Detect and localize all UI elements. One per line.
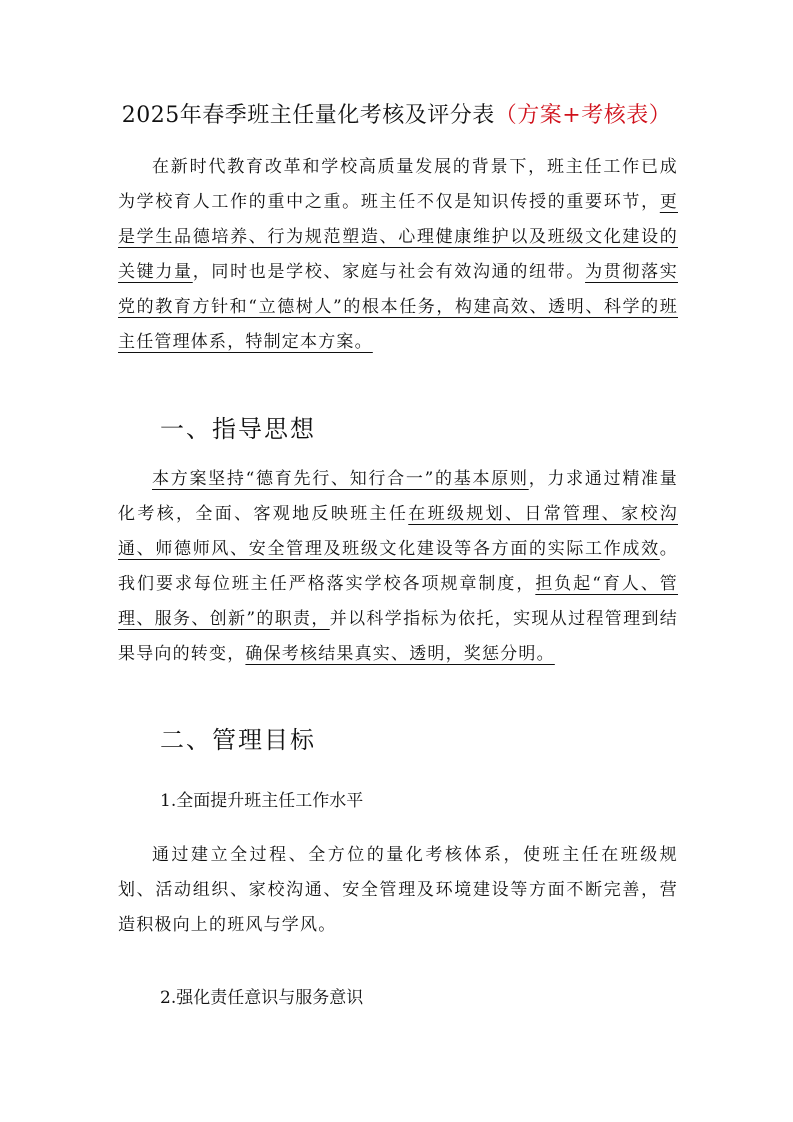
guiding-ideology-paragraph <box>118 462 678 672</box>
intro-text-2: ，同时也是学校、家庭与社会有效沟通的纽带。 <box>192 262 586 282</box>
intro-underlined-1: 更是学生品德培养、行为规范塑造、心理健康维护以及班级文化建设的关键力量 <box>118 192 678 282</box>
intro-paragraph <box>118 150 678 360</box>
title-suffix: （方案+考核表） <box>494 103 672 128</box>
guiding-underlined-4: 确保考核结果真实、透明，奖惩分明。 <box>245 644 555 664</box>
intro-underlined-2: 为贯彻落实党的教育方针和“立德树人”的根本任务，构建高效、透明、科学的班主任管理体系，特制定本方案。 <box>118 262 678 352</box>
guiding-text-2: 。我们要求每位班主任严格落实学校各项规章制度， <box>118 539 678 594</box>
document-title <box>0 98 793 134</box>
title-main: 2025年春季班主任量化考核及评分表 <box>121 103 495 128</box>
section-heading-guiding-ideology: 一、指导思想 <box>160 415 316 443</box>
guiding-underlined-2: 在班级规划、日常管理、家校沟通、师德师风、安全管理及班级文化建设等各方面的实际工作成效 <box>118 504 678 559</box>
guiding-underlined-1: 本方案坚持“德育先行、知行合一”的基本原则 <box>152 469 529 489</box>
section-heading-management-goals: 二、管理目标 <box>160 726 316 754</box>
intro-text-1: 在新时代教育改革和学校高质量发展的背景下，班主任工作已成为学校育人工作的重中之重。班主任不仅是知识传授的重要环节， <box>118 157 678 212</box>
goal-1-paragraph: 通过建立全过程、全方位的量化考核体系，使班主任在班级规划、活动组织、家校沟通、安全管理及环境建设等方面不断完善，营造积极向上的班风与学风。 <box>118 845 678 935</box>
guiding-underlined-3: 担负起“育人、管理、服务、创新”的职责， <box>118 574 679 629</box>
goal-2-heading: 2.强化责任意识与服务意识 <box>160 988 364 1008</box>
guiding-text-3: 并以科学指标为依托，实现从过程管理到结果导向的转变， <box>118 609 678 664</box>
goal-1-heading: 1.全面提升班主任工作水平 <box>160 791 364 811</box>
guiding-text-1: ，力求通过精准量化考核，全面、客观地反映班主任 <box>118 469 678 524</box>
